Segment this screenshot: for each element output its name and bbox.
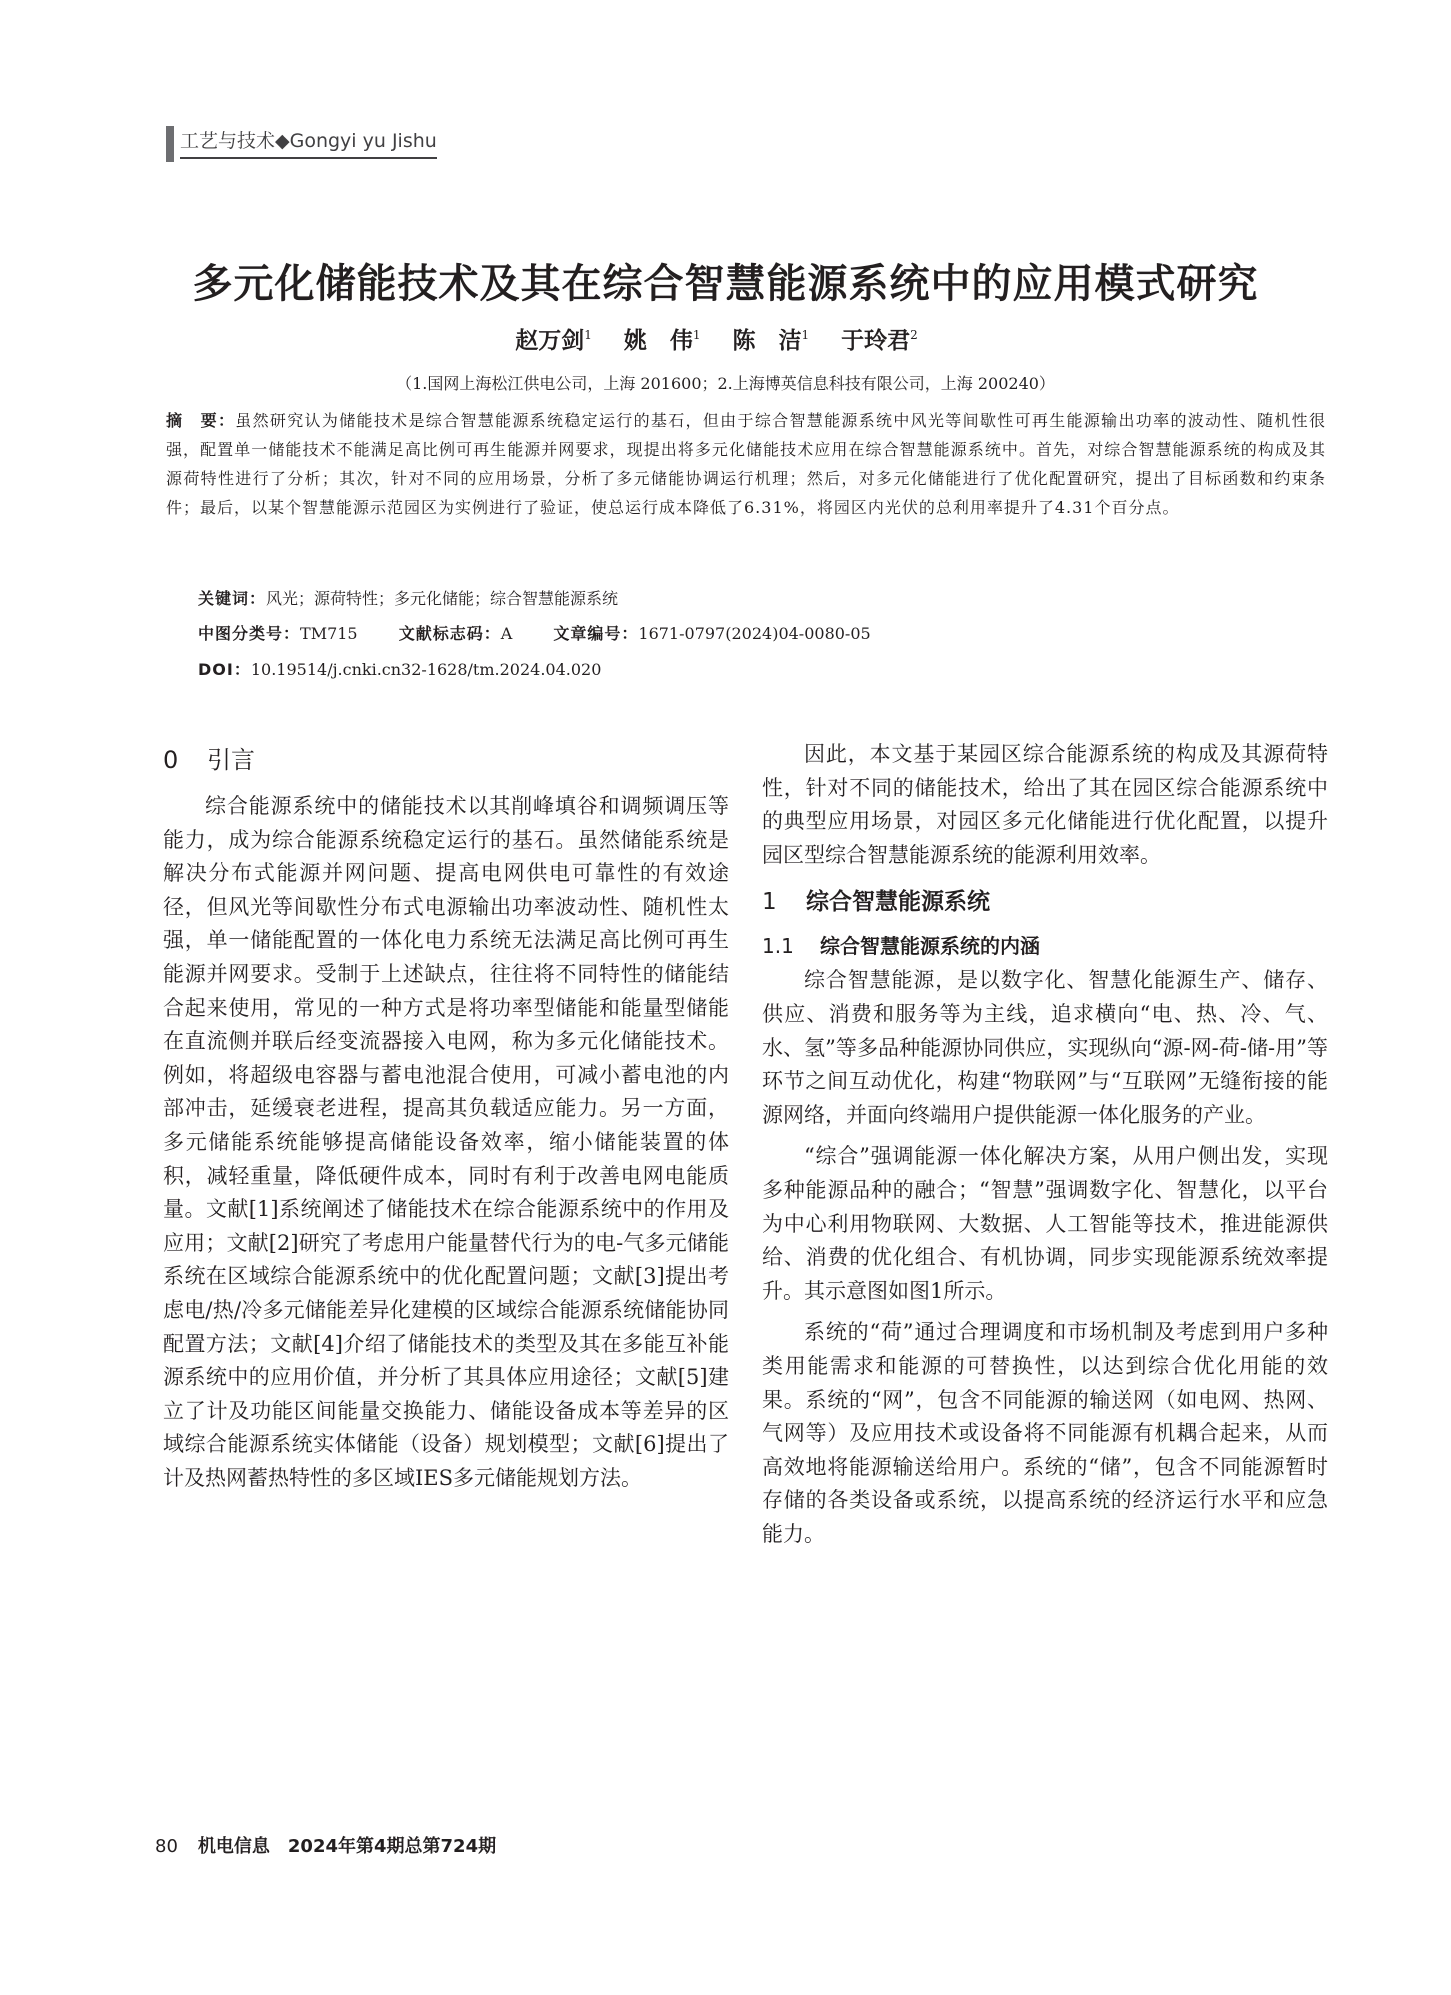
abstract	[166, 406, 1326, 522]
author-list	[0, 322, 1451, 355]
body-paragraph: 综合智慧能源，是以数字化、智慧化能源生产、储存、供应、消费和服务等为主线，追求横向“电、热、冷、气、水、氢”等多品种能源协同供应，实现纵向“源-网-荷-储-用”等环节之间互动优化，构建“物联网”与“互联网”无缝衔接的能源网络，并面向终端用户提供能源一体化服务的产业。	[762, 968, 1328, 1127]
doi-value: 10.19514/j.cnki.cn32-1628/tm.2024.04.020	[250, 660, 602, 679]
article-number-label: 文章编号：	[553, 624, 639, 643]
running-header	[166, 125, 437, 163]
left-column	[163, 740, 729, 1495]
clc-label: 中图分类号：	[198, 624, 301, 643]
section-heading-1	[762, 882, 1328, 922]
author-name: 陈 洁	[732, 327, 802, 354]
article-number-value: 1671-0797(2024)04-0080-05	[638, 624, 871, 643]
section-title: 综合智慧能源系统	[806, 889, 990, 916]
keywords-label: 关键词：	[198, 589, 267, 608]
abstract-text: 虽然研究认为储能技术是综合智慧能源系统稳定运行的基石，但由于综合智慧能源系统中风光等间歇性可再生能源输出功率的波动性、随机性很强，配置单一储能技术不能满足高比例可再生能源并网要求，现提出将多元化储能技术应用在综合智慧能源系统中。首先，对综合智慧能源系统的构成及其源荷特性进行了分析；其次，针对不同的应用场景，分析了多元储能协调运行机理；然后，对多元化储能进行了优化配置研究，提出了目标函数和约束条件；最后，以某个智慧能源示范园区为实例进行了验证，使总运行成本降低了6.31%，将园区内光伏的总利用率提升了4.31个百分点。	[166, 411, 1326, 517]
author-name: 姚 伟	[623, 327, 693, 354]
header-bar-decoration	[166, 126, 174, 162]
classification-line	[198, 621, 871, 644]
doi-label: DOI：	[198, 660, 251, 679]
doi-line	[198, 657, 601, 680]
body-paragraph: 综合能源系统中的储能技术以其削峰填谷和调频调压等能力，成为综合能源系统稳定运行的基石。虽然储能系统是解决分布式能源并网问题、提高电网供电可靠性的有效途径，但风光等间歇性分布式电源输出功率波动性、随机性太强，单一储能配置的一体化电力系统无法满足高比例可再生能源并网要求。受制于上述缺点，往往将不同特性的储能结合起来使用，常见的一种方式是将功率型储能和能量型储能在直流侧并联后经变流器接入电网，称为多元化储能技术。例如，将超级电容器与蓄电池混合使用，可减小蓄电池的内部冲击，延缓衰老进程，提高其负载适应能力。另一方面，多元储能系统能够提高储能设备效率，缩小储能装置的体积，减轻重量，降低硬件成本，同时有利于改善电网电能质量。文献[1]系统阐述了储能技术在综合能源系统中的作用及应用；文献[2]研究了考虑用户能量替代行为的电-气多元储能系统在区域综合能源系统中的优化配置问题；文献[3]提出考虑电/热/冷多元储能差异化建模的区域综合能源系统储能协同配置方法；文献[4]介绍了储能技术的类型及其在多能互补能源系统中的应用价值，并分析了其具体应用途径；文献[5]建立了计及功能区间能量交换能力、储能设备成本等差异的区域综合能源系统实体储能（设备）规划模型；文献[6]提出了计及热网蓄热特性的多区域IES多元储能规划方法。	[163, 794, 729, 1490]
author-name: 赵万剑	[515, 327, 585, 354]
section-number: 1	[762, 889, 777, 916]
section-number: 0	[163, 746, 179, 774]
subsection-number: 1.1	[762, 934, 794, 959]
author-affil-mark: 1	[584, 328, 592, 343]
clc-value: TM715	[300, 624, 358, 643]
journal-issue: 机电信息 2024年第4期总第724期	[197, 1836, 497, 1857]
doc-code-value: A	[500, 624, 513, 643]
subsection-heading-1-1	[762, 928, 1328, 964]
affiliation: （1.国网上海松江供电公司，上海 201600；2.上海博英信息科技有限公司，上海 200240）	[396, 374, 1055, 393]
author-affil-mark: 1	[692, 328, 701, 343]
abstract-label: 摘 要：	[166, 411, 236, 430]
keywords	[198, 586, 618, 609]
section-title: 引言	[207, 746, 255, 774]
page-number: 80	[155, 1836, 178, 1857]
keywords-text: 风光；源荷特性；多元化储能；综合智慧能源系统	[266, 589, 619, 608]
author-affil-mark: 2	[910, 328, 918, 343]
body-paragraph: 系统的“荷”通过合理调度和市场机制及考虑到用户多种类用能需求和能源的可替换性，以达到综合优化用能的效果。系统的“网”，包含不同能源的输送网（如电网、热网、气网等）及应用技术或设备将不同能源有机耦合起来，从而高效地将能源输送给用户。系统的“储”，包含不同能源暂时存储的各类设备或系统，以提高系统的经济运行水平和应急能力。	[762, 1320, 1328, 1546]
author-affil-mark: 1	[801, 328, 810, 343]
paper-title: 多元化储能技术及其在综合智慧能源系统中的应用模式研究	[192, 261, 1259, 307]
right-column	[762, 738, 1328, 1551]
header-text: 工艺与技术◆Gongyi yu Jishu	[180, 129, 437, 159]
doc-code-label: 文献标志码：	[398, 624, 501, 643]
subsection-title: 综合智慧能源系统的内涵	[820, 934, 1040, 959]
body-paragraph: “综合”强调能源一体化解决方案，从用户侧出发，实现多种能源品种的融合；“智慧”强调数字化、智慧化，以平台为中心利用物联网、大数据、人工智能等技术，推进能源供给、消费的优化组合、有机协调，同步实现能源系统效率提升。其示意图如图1所示。	[762, 1144, 1328, 1303]
page-footer	[155, 1832, 496, 1858]
body-paragraph: 因此，本文基于某园区综合能源系统的构成及其源荷特性，针对不同的储能技术，给出了其在园区综合能源系统中的典型应用场景，对园区多元化储能进行优化配置，以提升园区型综合智慧能源系统的能源利用效率。	[762, 742, 1328, 867]
author-name: 于玲君	[841, 327, 911, 354]
section-heading-intro	[163, 740, 729, 780]
